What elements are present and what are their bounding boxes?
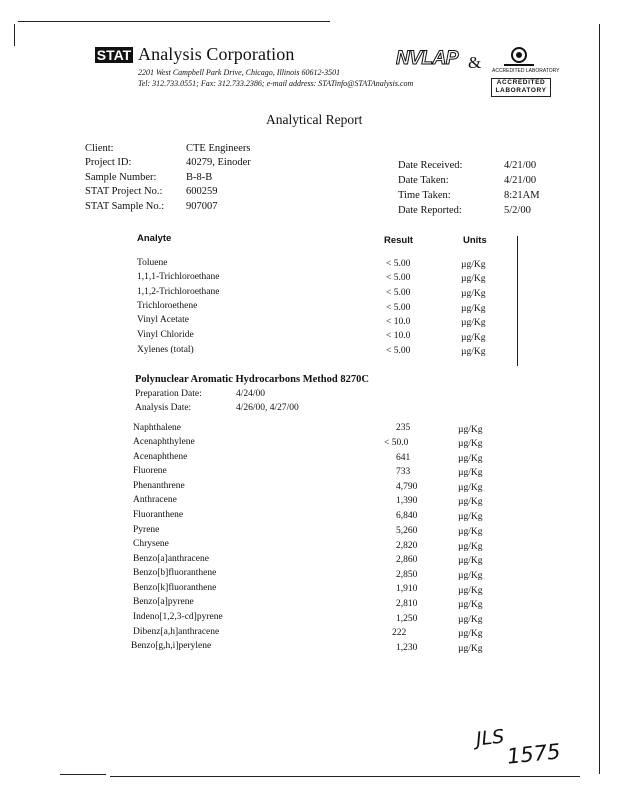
- pah-units: µg/Kg: [458, 556, 483, 566]
- volatile-result: < 5.00: [386, 259, 411, 269]
- volatile-result: < 5.00: [386, 288, 411, 298]
- volatile-result: < 10.0: [386, 317, 411, 327]
- analysis-date-value: 4/26/00, 4/27/00: [236, 403, 299, 413]
- pah-units: µg/Kg: [458, 644, 483, 654]
- meta-client-value: CTE Engineers: [186, 143, 251, 154]
- ampersand: &: [468, 53, 482, 72]
- pah-analyte: Pyrene: [133, 525, 160, 535]
- accreditation-small-text: ACCREDITED LABORATORY: [492, 68, 560, 74]
- pah-analyte: Acenaphthene: [133, 452, 188, 462]
- meta-stat-sample-label: STAT Sample No.:: [85, 201, 165, 212]
- volatile-analyte: 1,1,1-Trichloroethane: [137, 272, 220, 282]
- pah-result: 4,790: [396, 482, 418, 492]
- pah-result: 641: [396, 453, 411, 463]
- pah-units: µg/Kg: [458, 615, 483, 625]
- meta-stat-sample-value: 907007: [186, 201, 218, 212]
- pah-analyte: Chrysene: [133, 539, 169, 549]
- meta-date-received-value: 4/21/00: [504, 160, 537, 171]
- meta-client-label: Client:: [85, 143, 114, 154]
- volatile-result: < 5.00: [386, 273, 411, 283]
- report-title: Analytical Report: [266, 112, 363, 127]
- pah-result: 2,850: [396, 570, 418, 580]
- volatile-result: < 5.00: [386, 346, 411, 356]
- volatile-units: µg/Kg: [461, 318, 486, 328]
- meta-stat-project-label: STAT Project No.:: [85, 186, 163, 197]
- pah-result: 5,260: [396, 526, 418, 536]
- column-header-analyte: Analyte: [137, 233, 172, 244]
- meta-date-reported-value: 5/2/00: [504, 205, 531, 216]
- pah-result: < 50.0: [384, 438, 409, 448]
- pah-analyte: Benzo[a]pyrene: [133, 597, 194, 607]
- accredited-line1: ACCREDITED: [496, 79, 546, 86]
- pah-units: µg/Kg: [458, 571, 483, 581]
- volatile-units: µg/Kg: [461, 274, 486, 284]
- accredited-laboratory-badge: [491, 78, 551, 97]
- volatile-analyte: 1,1,2-Trichloroethane: [137, 287, 220, 297]
- volatile-result: < 5.00: [386, 303, 411, 313]
- meta-project-id-label: Project ID:: [85, 157, 132, 168]
- meta-date-received-label: Date Received:: [398, 160, 463, 171]
- pah-analyte: Benzo[a]anthracene: [133, 554, 209, 564]
- right-border-line: [599, 24, 600, 774]
- volatile-analyte: Toluene: [137, 258, 168, 268]
- pah-units: µg/Kg: [458, 527, 483, 537]
- pah-units: µg/Kg: [458, 497, 483, 507]
- accreditation-seal-icon: [502, 46, 536, 68]
- pah-result: 235: [396, 423, 411, 433]
- pah-analyte: Acenaphthylene: [133, 437, 195, 447]
- pah-units: µg/Kg: [458, 468, 483, 478]
- preparation-date-label: Preparation Date:: [135, 389, 202, 399]
- volatile-analyte: Vinyl Chloride: [137, 330, 194, 340]
- pah-analyte: Benzo[g,h,i]perylene: [131, 641, 212, 651]
- pah-section-title: Polynuclear Aromatic Hydrocarbons Method 8270C: [135, 374, 369, 385]
- analysis-date-label: Analysis Date:: [135, 403, 192, 413]
- nvlap-logo: NVLAP: [396, 48, 458, 69]
- right-rule-line: [517, 236, 518, 366]
- pah-analyte: Indeno[1,2,3-cd]pyrene: [133, 612, 223, 622]
- volatile-analyte: Xylenes (total): [137, 345, 194, 355]
- volatile-units: µg/Kg: [461, 347, 486, 357]
- pah-result: 2,860: [396, 555, 418, 565]
- pah-result: 1,910: [396, 584, 418, 594]
- pah-result: 222: [392, 628, 407, 638]
- company-contact: Tel: 312.733.0551; Fax: 312.733.2386; e-mail address: STATinfo@STATAnalysis.com: [138, 79, 414, 88]
- pah-result: 733: [396, 467, 411, 477]
- brand-logo: STAT: [96, 47, 132, 63]
- preparation-date-value: 4/24/00: [236, 389, 266, 399]
- left-border-line: [14, 24, 15, 46]
- meta-date-taken-value: 4/21/00: [504, 175, 537, 186]
- pah-units: µg/Kg: [458, 512, 483, 522]
- meta-sample-number-label: Sample Number:: [85, 172, 157, 183]
- pah-analyte: Dibenz[a,h]anthracene: [133, 627, 220, 637]
- pah-analyte: Fluoranthene: [133, 510, 184, 520]
- handwritten-initials: JLS: [474, 725, 506, 751]
- accredited-line2: LABORATORY: [495, 87, 547, 94]
- handwritten-page-number: 1575: [505, 739, 562, 769]
- pah-analyte: Phenanthrene: [133, 481, 185, 491]
- pah-result: 1,390: [396, 496, 418, 506]
- pah-units: µg/Kg: [458, 586, 483, 596]
- volatile-analyte: Trichloroethene: [137, 301, 198, 311]
- pah-analyte: Benzo[k]fluoranthene: [133, 583, 217, 593]
- pah-units: µg/Kg: [458, 425, 483, 435]
- volatile-analyte: Vinyl Acetate: [137, 315, 189, 325]
- company-address: 2201 West Campbell Park Drive, Chicago, Illinois 60612-3501: [138, 68, 341, 77]
- bottom-border-line-right: [110, 776, 580, 777]
- pah-units: µg/Kg: [458, 454, 483, 464]
- column-header-units: Units: [463, 235, 487, 246]
- pah-units: µg/Kg: [458, 542, 483, 552]
- meta-project-id-value: 40279, Einoder: [186, 157, 251, 168]
- pah-result: 2,810: [396, 599, 418, 609]
- meta-sample-number-value: B-8-B: [186, 172, 213, 183]
- meta-date-reported-label: Date Reported:: [398, 205, 462, 216]
- meta-time-taken-label: Time Taken:: [398, 190, 451, 201]
- pah-units: µg/Kg: [458, 600, 483, 610]
- pah-analyte: Anthracene: [133, 495, 177, 505]
- pah-analyte: Benzo[b]fluoranthene: [133, 568, 217, 578]
- pah-result: 2,820: [396, 541, 418, 551]
- top-border-line: [18, 21, 330, 22]
- meta-date-taken-label: Date Taken:: [398, 175, 449, 186]
- pah-analyte: Fluorene: [133, 466, 167, 476]
- bottom-border-line: [60, 774, 106, 775]
- volatile-result: < 10.0: [386, 331, 411, 341]
- pah-units: µg/Kg: [458, 629, 483, 639]
- pah-result: 1,250: [396, 614, 418, 624]
- volatile-units: µg/Kg: [461, 304, 486, 314]
- meta-time-taken-value: 8:21AM: [504, 190, 540, 201]
- pah-result: 6,840: [396, 511, 418, 521]
- pah-result: 1,230: [396, 643, 418, 653]
- volatile-units: µg/Kg: [461, 333, 486, 343]
- column-header-result: Result: [384, 235, 414, 246]
- company-name: Analysis Corporation: [138, 44, 295, 64]
- meta-stat-project-value: 600259: [186, 186, 218, 197]
- pah-analyte: Naphthalene: [133, 423, 182, 433]
- pah-units: µg/Kg: [458, 439, 483, 449]
- volatile-units: µg/Kg: [461, 289, 486, 299]
- volatile-units: µg/Kg: [461, 260, 486, 270]
- pah-units: µg/Kg: [458, 483, 483, 493]
